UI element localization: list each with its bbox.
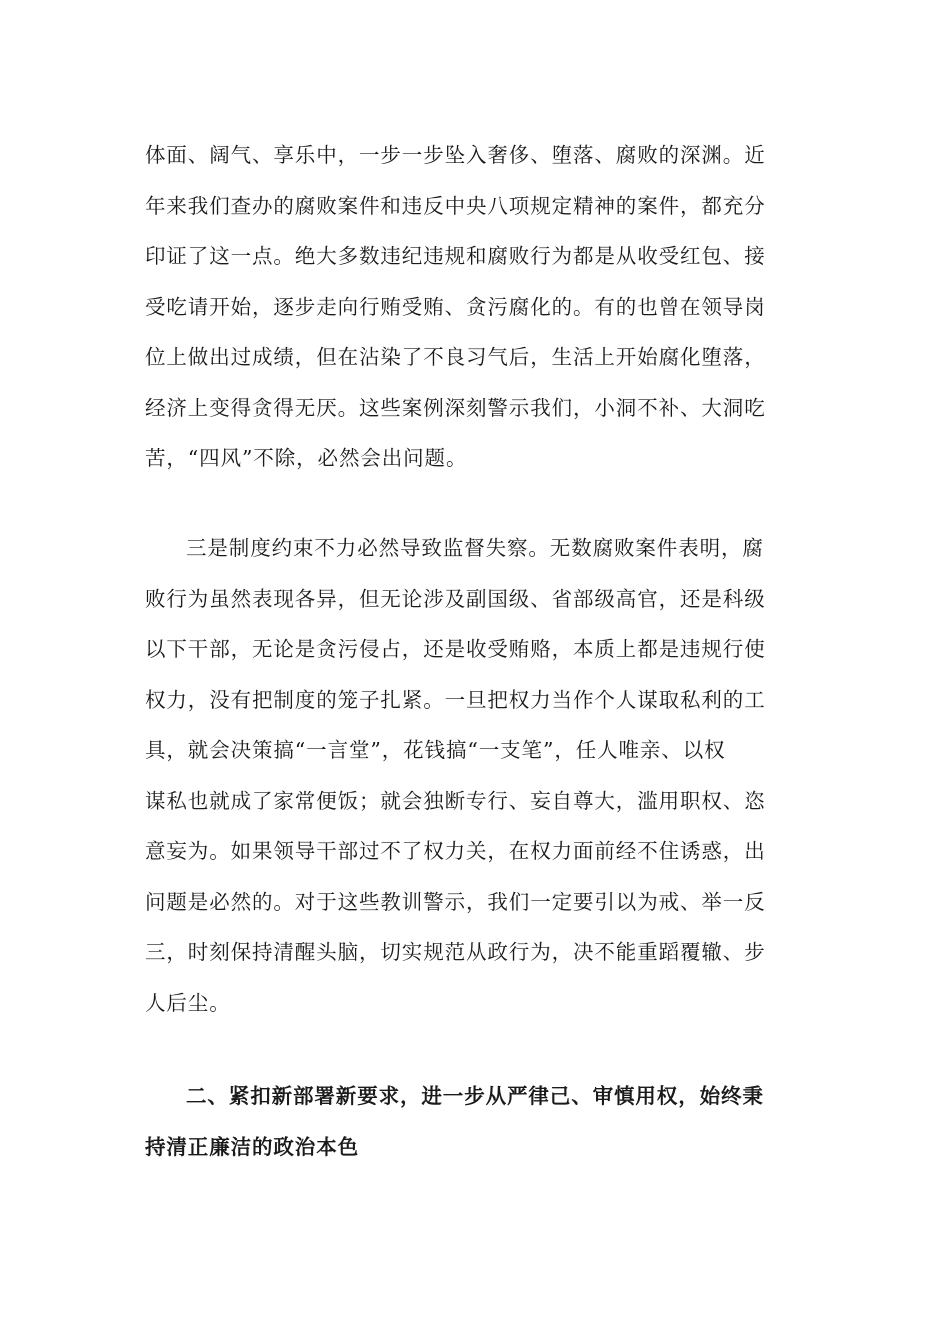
- text-line: 苦，“四风”不除，必然会出问题。: [145, 446, 468, 470]
- text-line: 体面、阔气、享乐中，一步一步坠入奢侈、堕落、腐败的深渊。近: [145, 143, 766, 167]
- paragraph-institutional-constraints: [145, 523, 815, 1028]
- text-line: 以下干部，无论是贪污侵占，还是收受贿赂，本质上都是违规行使: [145, 637, 766, 661]
- text-line: 权力，没有把制度的笼子扎紧。一旦把权力当作个人谋取私利的工: [145, 687, 766, 712]
- text-line: 经济上变得贪得无厌。这些案例深刻警示我们，小洞不补、大洞吃: [145, 395, 766, 420]
- text-line: 印证了这一点。绝大多数违纪违规和腐败行为都是从收受红包、接: [145, 244, 766, 268]
- text-line: 意妄为。如果领导干部过不了权力关，在权力面前经不住诱惑，出: [145, 839, 766, 863]
- section-heading: [145, 1071, 815, 1173]
- heading-line: 二、紧扣新部署新要求，进一步从严律己、审慎用权，始终秉: [186, 1084, 764, 1108]
- text-line: 三，时刻保持清醒头脑，切实规范从政行为，决不能重蹈覆辙、步: [145, 940, 766, 964]
- text-line: 三是制度约束不力必然导致监督失察。无数腐败案件表明，腐: [186, 536, 764, 560]
- text-line: 败行为虽然表现各异，但无论涉及副国级、省部级高官，还是科级: [145, 586, 766, 611]
- paragraph-continued: [145, 130, 815, 484]
- text-line: 位上做出过成绩，但在沾染了不良习气后，生活上开始腐化堕落，: [145, 345, 766, 369]
- text-line: 人后尘。: [145, 990, 231, 1015]
- text-line: 问题是必然的。对于这些教训警示，我们一定要引以为戒、举一反: [145, 889, 766, 914]
- text-line: 受吃请开始，逐步走向行贿受贿、贪污腐化的。有的也曾在领导岗: [145, 294, 766, 319]
- text-line: 具，就会决策搞“一言堂”，花钱搞“一支笔”，任人唯亲、以权: [145, 738, 726, 762]
- heading-line: 持清正廉洁的政治本色: [145, 1135, 359, 1159]
- text-line: 谋私也就成了家常便饭；就会独断专行、妄自尊大，滥用职权、恣: [145, 788, 766, 813]
- text-line: 年来我们查办的腐败案件和违反中央八项规定精神的案件，都充分: [145, 193, 766, 218]
